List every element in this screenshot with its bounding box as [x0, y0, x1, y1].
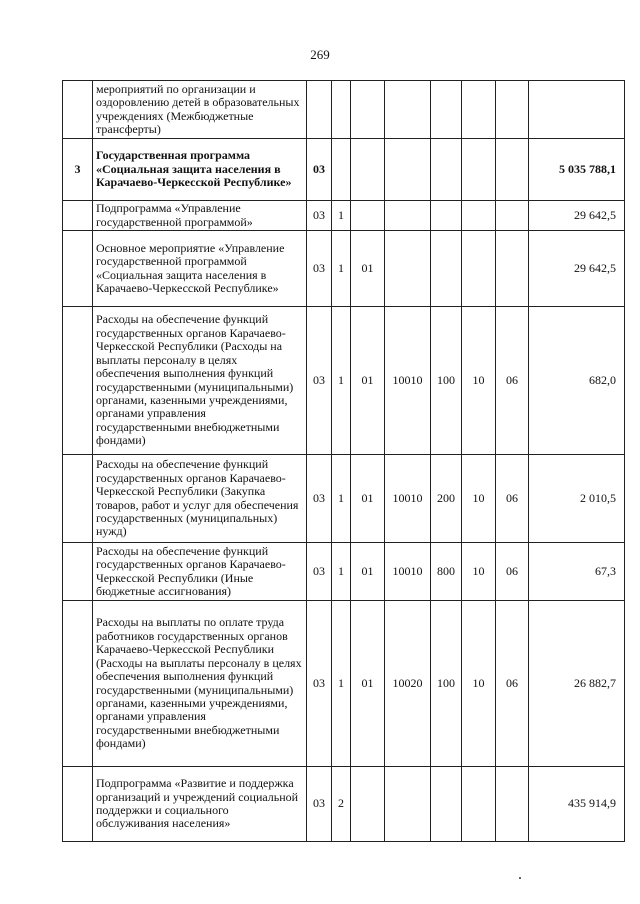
row-number-cell — [63, 201, 93, 231]
code-subprogram-cell: 2 — [332, 767, 351, 842]
scan-speck — [519, 877, 521, 879]
code-subprogram-cell: 1 — [332, 231, 351, 307]
code-direction-cell: 10010 — [385, 455, 431, 543]
code-direction-cell: 10020 — [385, 601, 431, 767]
code-program-cell: 03 — [307, 139, 332, 201]
row-number-cell — [63, 231, 93, 307]
table-row — [63, 767, 625, 842]
code-direction-cell — [385, 201, 431, 231]
code-section-cell — [462, 767, 496, 842]
code-direction-cell — [385, 81, 431, 139]
code-program-cell: 03 — [307, 543, 332, 601]
row-number-cell — [63, 307, 93, 455]
amount-cell: 29 642,5 — [529, 231, 625, 307]
table-row — [63, 231, 625, 307]
code-subsection-cell — [496, 81, 529, 139]
code-expense-type-cell — [431, 231, 462, 307]
code-event-cell: 01 — [351, 307, 385, 455]
row-number-cell: 3 — [63, 139, 93, 201]
code-section-cell: 10 — [462, 307, 496, 455]
table-row — [63, 601, 625, 767]
description-cell: мероприятий по организации и оздоровлению детей в образовательных учреждениях (Межбюджетные трансферты) — [93, 81, 307, 139]
row-number-cell — [63, 455, 93, 543]
code-section-cell: 10 — [462, 601, 496, 767]
code-subprogram-cell — [332, 139, 351, 201]
description-cell: Расходы на обеспечение функций государственных органов Карачаево-Черкесской Республики (Закупка товаров, работ и услуг для обеспечения государственных (муниципальных) нужд) — [93, 455, 307, 543]
code-direction-cell — [385, 767, 431, 842]
code-subsection-cell — [496, 767, 529, 842]
code-event-cell: 01 — [351, 231, 385, 307]
code-subprogram-cell: 1 — [332, 543, 351, 601]
code-subprogram-cell: 1 — [332, 455, 351, 543]
code-program-cell: 03 — [307, 307, 332, 455]
code-expense-type-cell — [431, 767, 462, 842]
code-event-cell: 01 — [351, 455, 385, 543]
amount-cell: 435 914,9 — [529, 767, 625, 842]
amount-cell — [529, 81, 625, 139]
table-row — [63, 139, 625, 201]
code-program-cell: 03 — [307, 455, 332, 543]
code-section-cell — [462, 201, 496, 231]
code-event-cell — [351, 81, 385, 139]
budget-table — [62, 80, 625, 842]
code-program-cell: 03 — [307, 601, 332, 767]
code-event-cell — [351, 767, 385, 842]
code-subsection-cell — [496, 201, 529, 231]
code-expense-type-cell — [431, 81, 462, 139]
row-number-cell — [63, 601, 93, 767]
description-cell: Подпрограмма «Управление государственной программой» — [93, 201, 307, 231]
code-program-cell — [307, 81, 332, 139]
description-cell: Расходы на выплаты по оплате труда работников государственных органов Карачаево-Черкесской Республики (Расходы на выплаты персоналу в целях обеспечения выполнения функций государственными (муниципальными) органами, казенными учреждениями, органами управления государственными внебюджетными фондами) — [93, 601, 307, 767]
code-expense-type-cell: 200 — [431, 455, 462, 543]
code-expense-type-cell: 800 — [431, 543, 462, 601]
row-number-cell — [63, 767, 93, 842]
amount-cell: 67,3 — [529, 543, 625, 601]
description-cell: Подпрограмма «Развитие и поддержка организаций и учреждений социальной поддержки и социального обслуживания населения» — [93, 767, 307, 842]
description-cell: Основное мероприятие «Управление государственной программой «Социальная защита населения в Карачаево-Черкесской Республике» — [93, 231, 307, 307]
code-subprogram-cell: 1 — [332, 307, 351, 455]
code-program-cell: 03 — [307, 231, 332, 307]
table-row — [63, 455, 625, 543]
table-row — [63, 543, 625, 601]
code-program-cell: 03 — [307, 767, 332, 842]
code-program-cell: 03 — [307, 201, 332, 231]
code-subsection-cell: 06 — [496, 455, 529, 543]
code-event-cell: 01 — [351, 543, 385, 601]
code-direction-cell — [385, 231, 431, 307]
code-event-cell: 01 — [351, 601, 385, 767]
code-section-cell: 10 — [462, 543, 496, 601]
amount-cell: 26 882,7 — [529, 601, 625, 767]
table-row — [63, 307, 625, 455]
amount-cell: 5 035 788,1 — [529, 139, 625, 201]
code-expense-type-cell: 100 — [431, 307, 462, 455]
code-subsection-cell: 06 — [496, 543, 529, 601]
row-number-cell — [63, 543, 93, 601]
code-expense-type-cell — [431, 201, 462, 231]
amount-cell: 29 642,5 — [529, 201, 625, 231]
code-subsection-cell — [496, 139, 529, 201]
code-expense-type-cell — [431, 139, 462, 201]
code-subsection-cell: 06 — [496, 601, 529, 767]
description-cell: Государственная программа «Социальная защита населения в Карачаево-Черкесской Республике» — [93, 139, 307, 201]
table-row — [63, 81, 625, 139]
code-event-cell — [351, 139, 385, 201]
code-section-cell: 10 — [462, 455, 496, 543]
table-row — [63, 201, 625, 231]
description-cell: Расходы на обеспечение функций государственных органов Карачаево-Черкесской Республики (Иные бюджетные ассигнования) — [93, 543, 307, 601]
code-subprogram-cell: 1 — [332, 601, 351, 767]
code-section-cell — [462, 231, 496, 307]
code-direction-cell: 10010 — [385, 543, 431, 601]
amount-cell: 2 010,5 — [529, 455, 625, 543]
description-cell: Расходы на обеспечение функций государственных органов Карачаево-Черкесской Республики (Расходы на выплаты персоналу в целях обеспечения выполнения функций государственными (муниципальными) органами, казенными учреждениями, органами управления государственными внебюджетными фондами) — [93, 307, 307, 455]
code-event-cell — [351, 201, 385, 231]
code-subsection-cell — [496, 231, 529, 307]
code-expense-type-cell: 100 — [431, 601, 462, 767]
amount-cell: 682,0 — [529, 307, 625, 455]
code-section-cell — [462, 139, 496, 201]
code-section-cell — [462, 81, 496, 139]
code-direction-cell: 10010 — [385, 307, 431, 455]
code-direction-cell — [385, 139, 431, 201]
code-subprogram-cell: 1 — [332, 201, 351, 231]
code-subsection-cell: 06 — [496, 307, 529, 455]
code-subprogram-cell — [332, 81, 351, 139]
row-number-cell — [63, 81, 93, 139]
page-number: 269 — [310, 47, 330, 62]
